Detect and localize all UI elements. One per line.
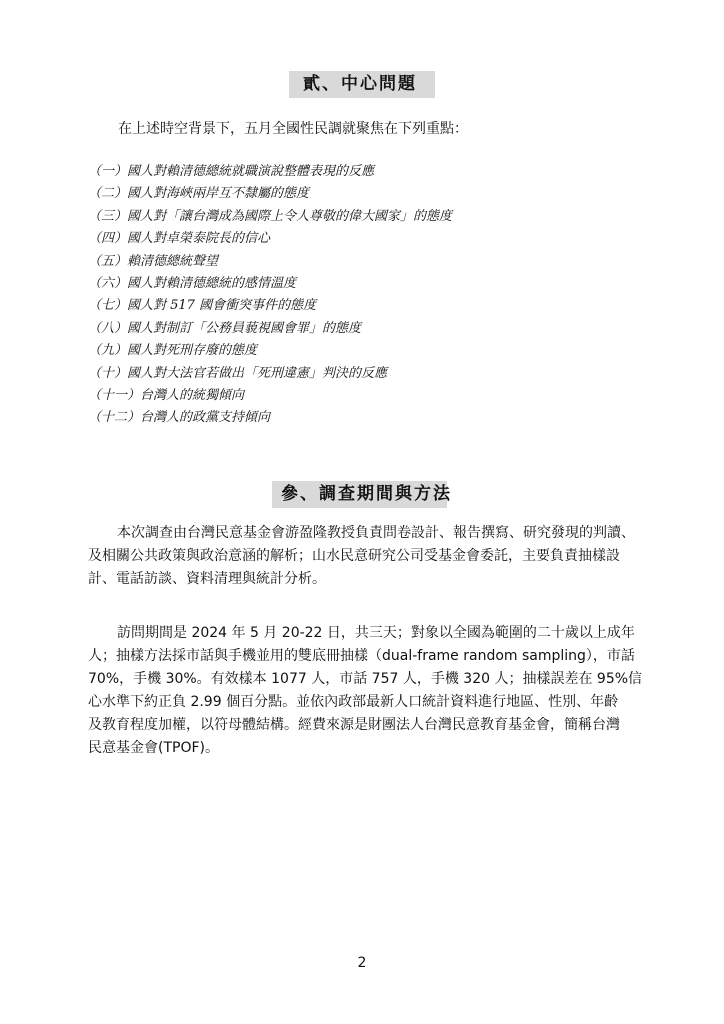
focus-point-item: （九）國人對死刑存廢的態度 [88, 343, 258, 359]
section-intro-text: 在上述時空背景下，五月全國性民調就聚焦在下列重點： [118, 121, 468, 137]
section-heading-survey-method: 參、調查期間與方法 [272, 481, 447, 508]
focus-point-item: （三）國人對「讓台灣成為國際上令人尊敬的偉大國家」的態度 [88, 208, 453, 224]
paragraph-line: 及相關公共政策與政治意涵的解析；山水民意研究公司受基金會委託，主要負責抽樣設 [88, 548, 620, 564]
focus-point-item: （一）國人對賴清德總統就職演說整體表現的反應 [88, 164, 375, 179]
paragraph-line: 本次調查由台灣民意基金會游盈隆教授負責問卷設計、報告撰寫、研究發現的判讀、 [117, 525, 635, 541]
focus-points-list [88, 161, 452, 430]
paragraph-line: 訪問期間是 2024 年 5 月 20-22 日，共三天；對象以全國為範圍的二十歲以上成年 [117, 625, 635, 641]
focus-point-item: （十）國人對大法官若做出「死刑違憲」判決的反應 [88, 365, 388, 381]
section-heading-central-issues: 貳、中心問題 [289, 71, 435, 98]
page-number: 2 [357, 955, 367, 971]
focus-point-item: （十一）台灣人的統獨傾向 [88, 387, 245, 403]
paragraph-line: 計、電話訪談、資料清理與統計分析。 [88, 571, 326, 587]
survey-method-paragraph [88, 622, 642, 760]
focus-point-item: （四）國人對卓榮泰院長的信心 [88, 231, 271, 247]
paragraph-line: 及教育程度加權，以符母體結構。經費來源是財團法人台灣民意教育基金會，簡稱台灣 [88, 717, 620, 733]
focus-point-item: （八）國人對制訂「公務員藐視國會罪」的態度 [88, 320, 362, 336]
focus-point-item: （六）國人對賴清德總統的感情溫度 [88, 275, 297, 291]
paragraph-line: 70%，手機 30%。有效樣本 1077 人，市話 757 人，手機 320 人；抽樣誤差在 95%信 [88, 671, 643, 687]
focus-point-item: （十二）台灣人的政黨支持傾向 [88, 410, 271, 426]
survey-responsibility-paragraph [88, 522, 635, 591]
focus-point-item: （七）國人對 517 國會衝突事件的態度 [88, 298, 317, 314]
paragraph-line: 人；抽樣方法採市話與手機並用的雙底冊抽樣（dual-frame random sampling），市話 [88, 648, 635, 664]
focus-point-item: （二）國人對海峽兩岸互不隸屬的態度 [88, 186, 310, 202]
paragraph-line: 心水準下約正負 2.99 個百分點。並依內政部最新人口統計資料進行地區、性別、年齡 [88, 694, 619, 710]
focus-point-item: （五）賴清德總統聲望 [88, 253, 219, 269]
paragraph-line: 民意基金會(TPOF)。 [88, 740, 219, 756]
